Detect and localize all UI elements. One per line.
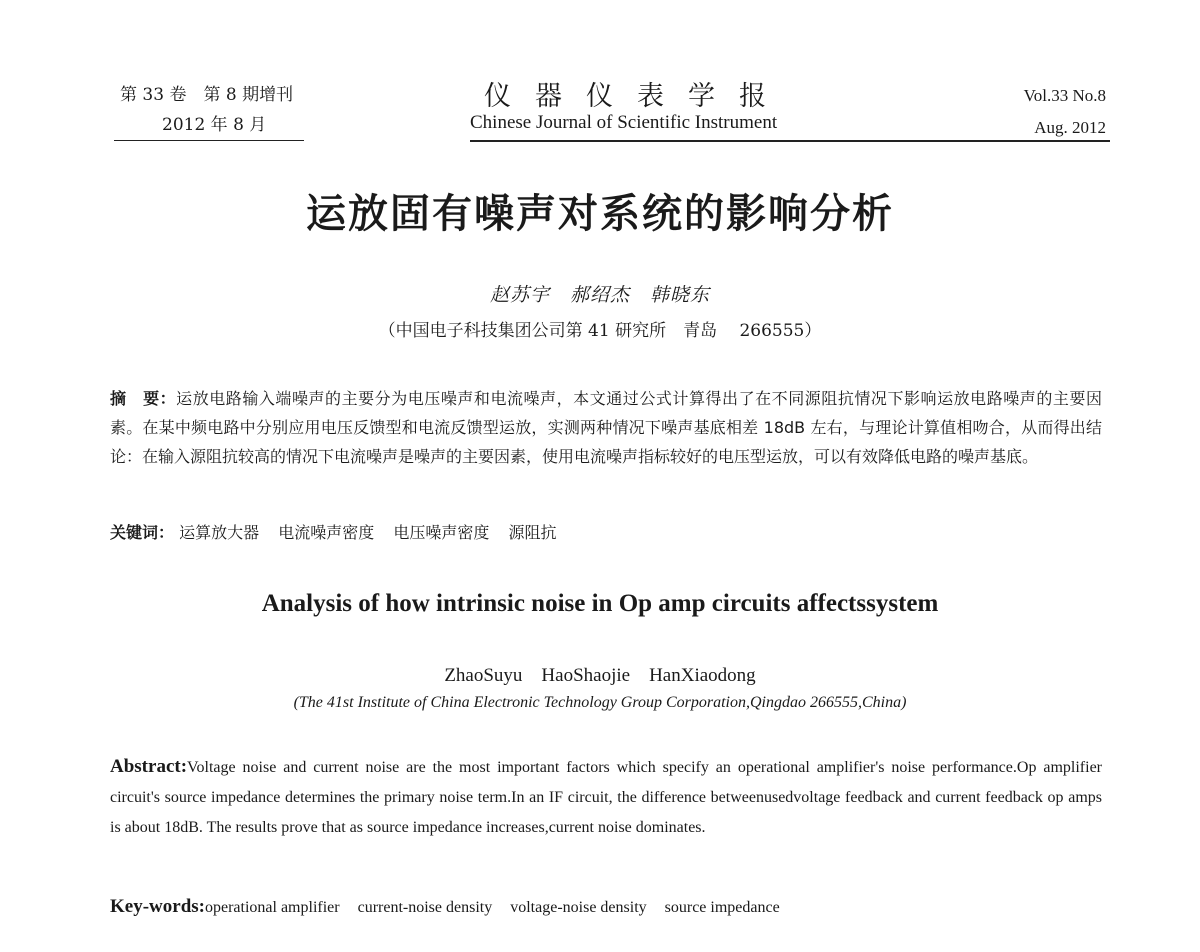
affiliation-en: (The 41st Institute of China Electronic Technology Group Corporation,Qingdao 266555,China) bbox=[293, 694, 907, 711]
header-rule-main bbox=[470, 140, 1110, 142]
keywords-en bbox=[110, 896, 794, 918]
paper-title-en: Analysis of how intrinsic noise in Op amp circuits affectssystem bbox=[261, 590, 939, 617]
abstract-en bbox=[110, 752, 1102, 843]
keyword-zh: 电流噪声密度 bbox=[278, 523, 375, 542]
keyword-en: voltage-noise density bbox=[510, 899, 647, 916]
keywords-zh bbox=[110, 520, 570, 543]
volume-issue-zh: 第 33 卷 第 8 期增刊 bbox=[120, 85, 294, 105]
authors-en: ZhaoSuyu HaoShaojie HanXiaodong bbox=[444, 665, 756, 686]
keyword-en: operational amplifier bbox=[204, 899, 340, 916]
keyword-en: source impedance bbox=[664, 899, 780, 916]
keyword-zh: 电压噪声密度 bbox=[393, 523, 490, 542]
keyword-zh: 源阻抗 bbox=[508, 523, 557, 542]
keyword-zh: 运算放大器 bbox=[179, 523, 260, 542]
header-rule-left bbox=[114, 140, 304, 141]
date-zh: 2012 年 8 月 bbox=[162, 115, 267, 135]
affiliation-zh: （中国电子科技集团公司第 41 研究所 青岛 266555） bbox=[378, 321, 822, 341]
journal-title-en: Chinese Journal of Scientific Instrument bbox=[470, 112, 778, 133]
volume-en: Vol.33 No.8 bbox=[1023, 86, 1106, 105]
keywords-label-zh: 关键词： bbox=[110, 523, 175, 542]
abstract-text-en: Voltage noise and current noise are the most important factors which specify an operational amplifier's noise performance.Op amplifier circuit's source impedance determines the primary noise term.In an IF circuit, the difference betweenusedvoltage feedback and current feedback op amps is about 18dB. The results prove that as source impedance increases,current noise dominates. bbox=[110, 759, 1102, 836]
abstract-text-zh: 运放电路输入端噪声的主要分为电压噪声和电流噪声，本文通过公式计算得出了在不同源阻抗情况下影响运放电路噪声的主要因素。在某中频电路中分别应用电压反馈型和电流反馈型运放，实测两种情况下噪声基底相差 18dB 左右，与理论计算值相吻合，从而得出结论：在输入源阻抗较高的情况下电流噪声是噪声的主要因素，使用电流噪声指标较好的电压型运放，可以有效降低电路的噪声基底。 bbox=[110, 389, 1102, 466]
paper-title-zh: 运放固有噪声对系统的影响分析 bbox=[306, 191, 894, 237]
keyword-en: current-noise density bbox=[357, 899, 493, 916]
keywords-label-en: Key-words: bbox=[110, 896, 205, 917]
abstract-label-zh: 摘 要： bbox=[110, 389, 177, 408]
date-en: Aug. 2012 bbox=[1034, 118, 1106, 137]
authors-zh: 赵苏宇 郝绍杰 韩晓东 bbox=[489, 284, 710, 306]
journal-title-zh: 仪器仪表学报 bbox=[484, 81, 790, 112]
abstract-zh bbox=[110, 384, 1102, 471]
abstract-label-en: Abstract: bbox=[110, 756, 188, 777]
